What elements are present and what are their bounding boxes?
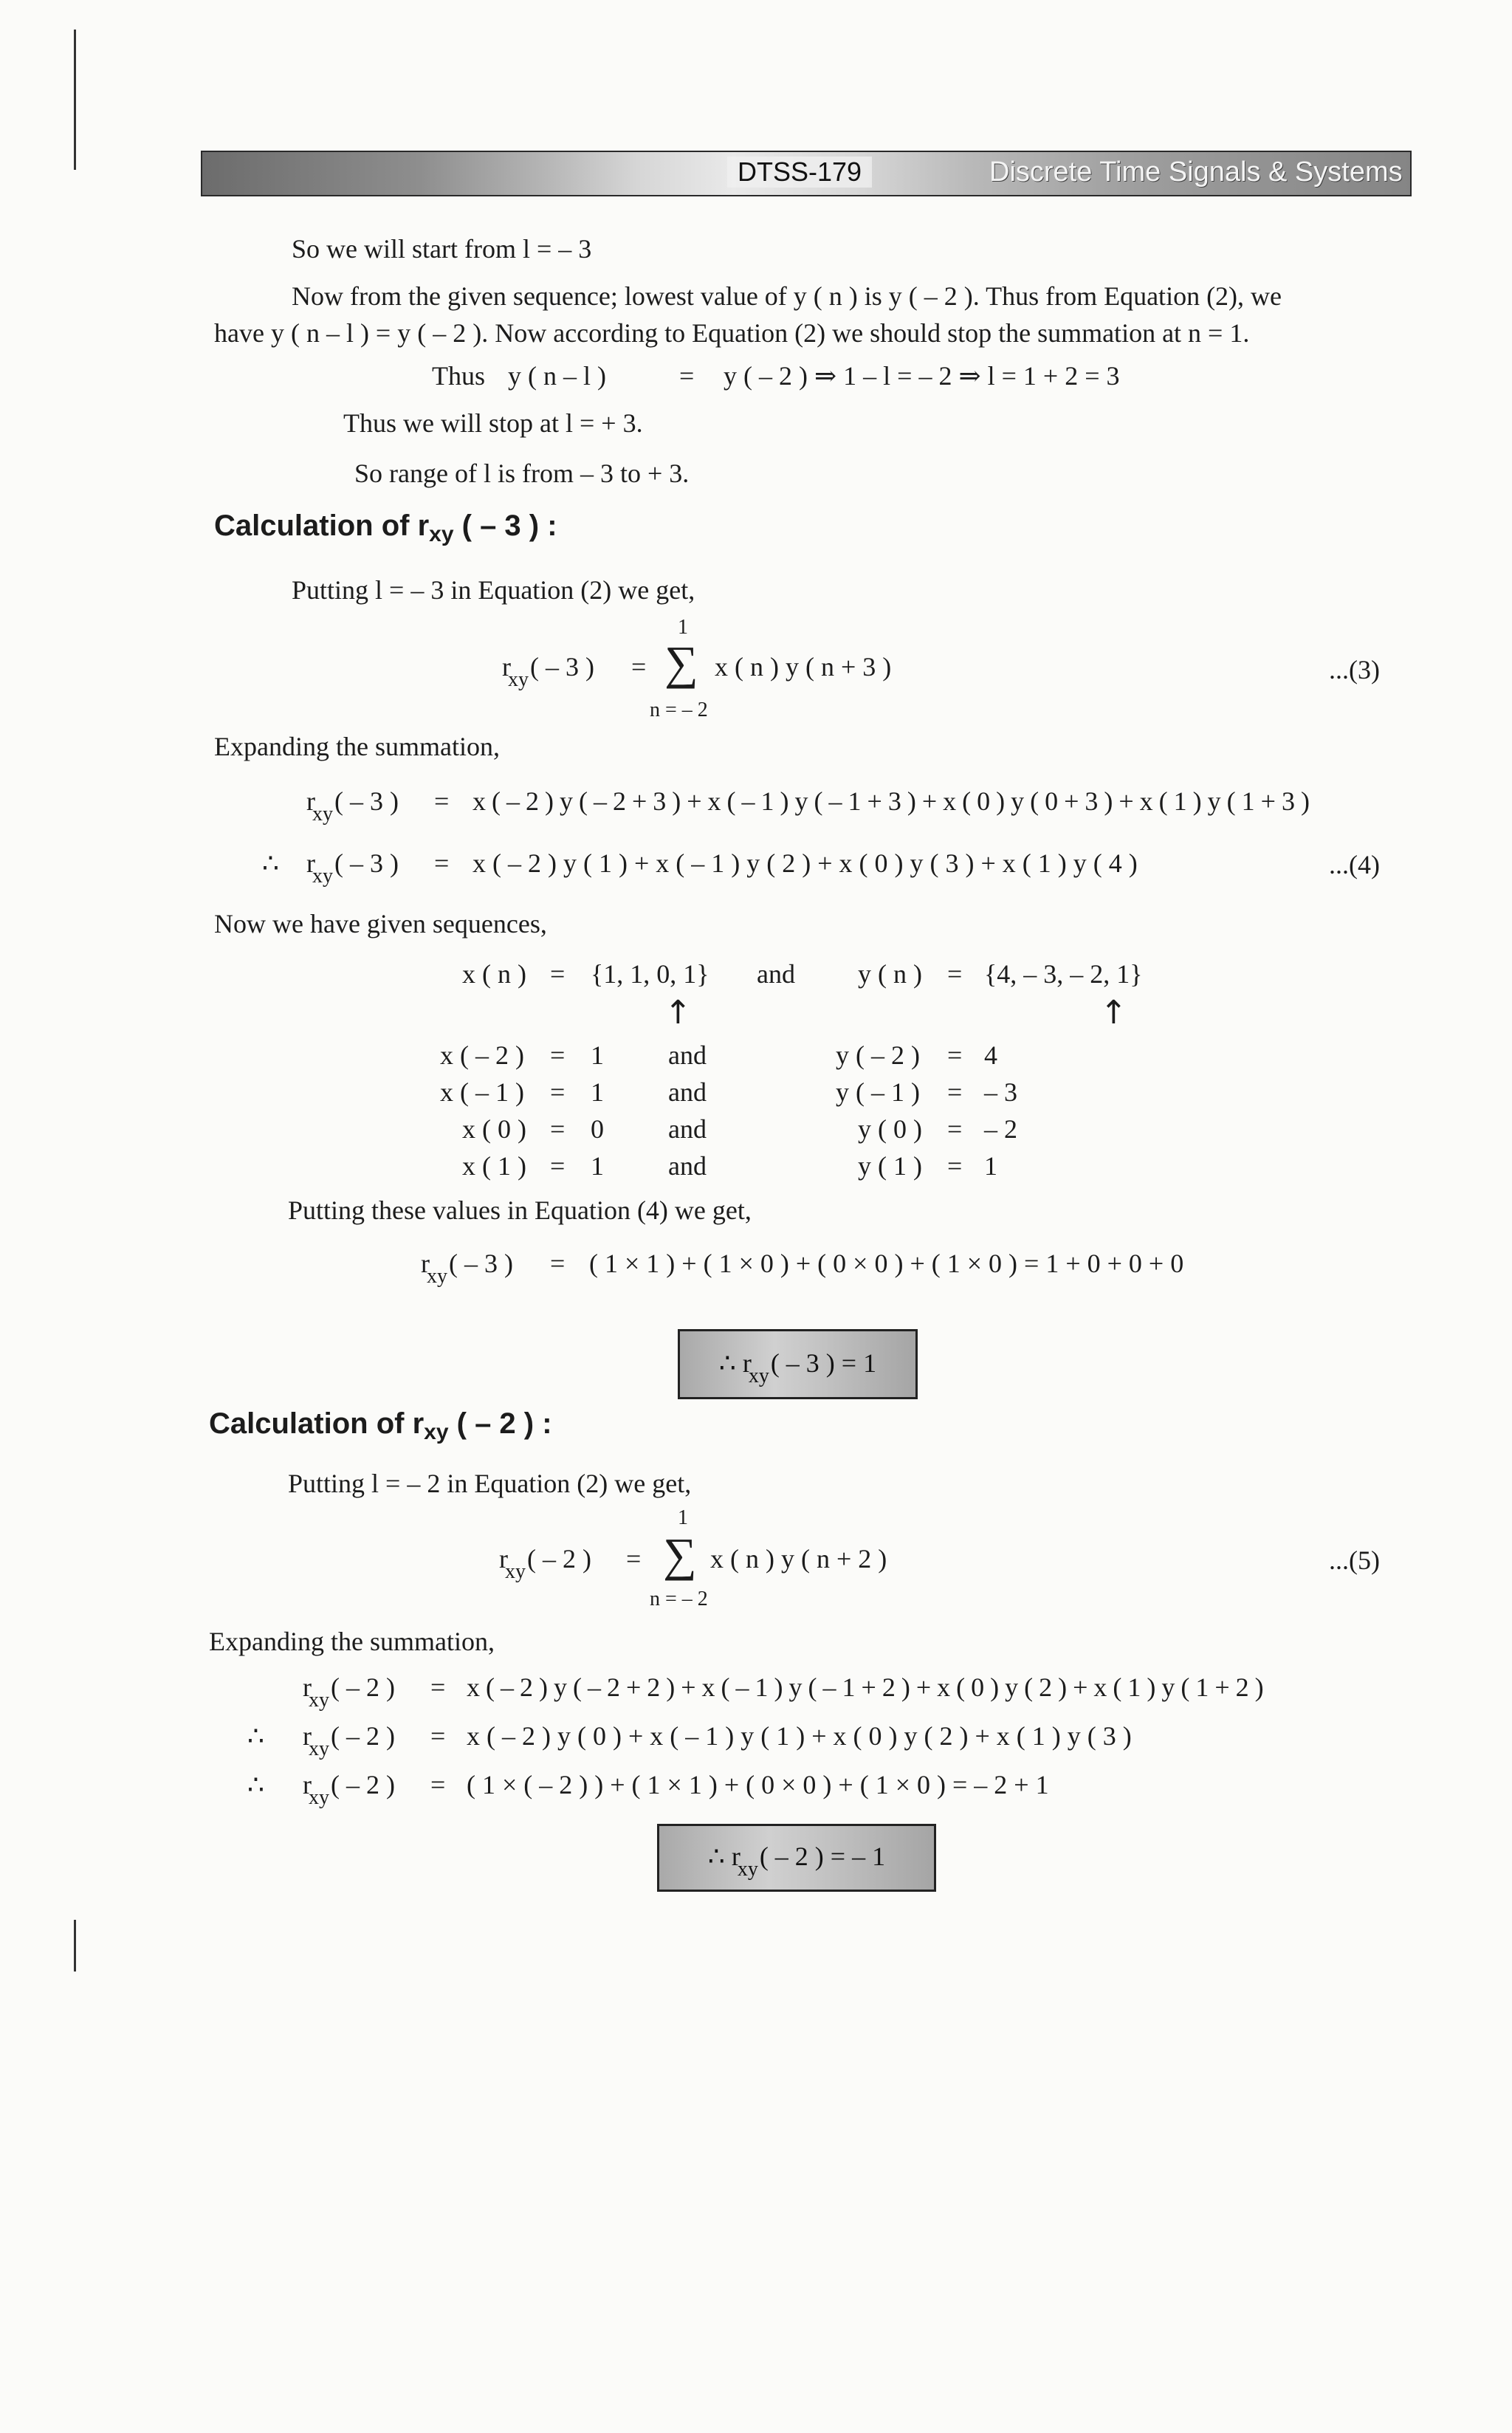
result-box-rxy-minus2 xyxy=(657,1824,936,1892)
xn-sequence: {1, 1, 0, 1} xyxy=(591,959,709,989)
range-line: So range of l is from – 3 to + 3. xyxy=(354,459,690,488)
section-heading-rxy-minus2: Calculation of $r_{xy}$ ( – 2 ) : xyxy=(209,1407,552,1444)
section-heading-rxy-minus3: Calculation of $r_{xy}$ ( – 3 ) : xyxy=(214,509,557,546)
x-value: 0 xyxy=(591,1114,604,1144)
expanding-line: Expanding the summation, xyxy=(214,732,500,761)
xn-label: x ( n ) xyxy=(462,959,526,989)
therefore-symbol: ∴ xyxy=(707,1842,725,1871)
equals-sign: = xyxy=(550,1040,566,1070)
rxy-lhs: $r_{xy}( - 3$ ) xyxy=(306,848,399,888)
equals-sign: = xyxy=(430,1721,446,1751)
and-word: and xyxy=(668,1114,707,1144)
and-word: and xyxy=(668,1040,707,1070)
rxy-lhs: $r_{xy}( - 3$ ) xyxy=(502,652,594,691)
given-line: Now we have given sequences, xyxy=(214,909,547,938)
y-label: y ( 1 ) xyxy=(858,1151,922,1181)
sum-expression: x ( n ) y ( n + 3 ) xyxy=(715,652,892,682)
margin-binding-line xyxy=(74,30,76,170)
and-word: and xyxy=(668,1077,707,1107)
x-value: 1 xyxy=(591,1077,604,1107)
rxy-lhs: $r_{xy}( - 2$ ) xyxy=(303,1672,395,1712)
sum-lower-limit: n = – 2 xyxy=(650,1588,708,1610)
sum-lower-limit: n = – 2 xyxy=(650,699,708,721)
page-code: DTSS-179 xyxy=(727,157,872,188)
intro-line: So we will start from l = – 3 xyxy=(292,234,592,264)
margin-binding-line xyxy=(74,1920,76,1972)
x-value: 1 xyxy=(591,1151,604,1181)
intro-paragraph-line: have y ( n – l ) = y ( – 2 ). Now according to Equation (2) we should stop the summation at n = 1. xyxy=(214,318,1250,348)
y-value: 4 xyxy=(984,1040,997,1070)
result-box-rxy-minus3 xyxy=(678,1329,918,1399)
therefore-symbol: ∴ xyxy=(247,1770,264,1799)
equals-sign: = xyxy=(430,1672,446,1702)
putting-line: Putting l = – 2 in Equation (2) we get, xyxy=(288,1469,692,1498)
y-value: – 2 xyxy=(984,1114,1017,1144)
and-word: and xyxy=(757,959,795,989)
thus-rhs: y ( – 2 ) ⇒ 1 – l = – 2 ⇒ l = 1 + 2 = 3 xyxy=(724,361,1120,391)
x-label: x ( 1 ) xyxy=(462,1151,526,1181)
result-r: r xyxy=(742,1348,752,1378)
therefore-symbol: ∴ xyxy=(718,1348,736,1378)
rxy-lhs: $r_{xy}( - 2$ ) xyxy=(303,1721,395,1760)
rxy-lhs: $r_{xy}( - 2$ ) xyxy=(303,1770,395,1809)
putting-values-line: Putting these values in Equation (4) we get, xyxy=(288,1195,752,1225)
y-label: y ( 0 ) xyxy=(858,1114,922,1144)
and-word: and xyxy=(668,1151,707,1181)
equals-sign: = xyxy=(626,1544,642,1574)
equals-sign: = xyxy=(947,1077,963,1107)
y-value: – 3 xyxy=(984,1077,1017,1107)
expansion-line-3: ( 1 × ( – 2 ) ) + ( 1 × 1 ) + ( 0 × 0 ) + ( 1 × 0 ) = – 2 + 1 xyxy=(467,1770,1049,1799)
putting-line: Putting l = – 3 in Equation (2) we get, xyxy=(292,575,695,605)
x-label: x ( – 1 ) xyxy=(440,1077,524,1107)
thus-lhs: y ( n – l ) xyxy=(508,361,606,391)
equals-sign: = xyxy=(631,652,647,682)
y-value: 1 xyxy=(984,1151,997,1181)
sigma-symbol: ∑ xyxy=(663,1528,697,1581)
equals-sign: = xyxy=(434,848,450,878)
sum-expression: x ( n ) y ( n + 2 ) xyxy=(710,1544,887,1574)
equals-sign: = xyxy=(550,959,566,989)
expansion-line-2: x ( – 2 ) y ( 1 ) + x ( – 1 ) y ( 2 ) + x ( 0 ) y ( 3 ) + x ( 1 ) y ( 4 ) xyxy=(472,848,1138,878)
equation-tag: ...(3) xyxy=(1329,655,1380,684)
equals-sign: = xyxy=(947,1040,963,1070)
equals-sign: = xyxy=(550,1114,566,1144)
expansion-line-1: x ( – 2 ) y ( – 2 + 2 ) + x ( – 1 ) y ( – 1 + 2 ) + x ( 0 ) y ( 2 ) + x ( 1 ) y ( 1 + 2 ) xyxy=(467,1672,1264,1702)
equals-sign: = xyxy=(430,1770,446,1799)
result-r: r xyxy=(731,1842,740,1871)
stop-line: Thus we will stop at l = + 3. xyxy=(343,408,643,438)
therefore-symbol: ∴ xyxy=(247,1721,264,1751)
thus-label: Thus xyxy=(432,361,485,391)
expansion-line-2: x ( – 2 ) y ( 0 ) + x ( – 1 ) y ( 1 ) + x ( 0 ) y ( 2 ) + x ( 1 ) y ( 3 ) xyxy=(467,1721,1132,1751)
result-value: ( – 3 ) = 1 xyxy=(770,1348,877,1378)
yn-sequence: {4, – 3, – 2, 1} xyxy=(984,959,1143,989)
intro-paragraph-line: Now from the given sequence; lowest value of y ( n ) is y ( – 2 ). Thus from Equation (2), we xyxy=(292,281,1282,311)
rxy-lhs: $r_{xy}( - 2$ ) xyxy=(499,1544,591,1583)
x-label: x ( 0 ) xyxy=(462,1114,526,1144)
therefore-symbol: ∴ xyxy=(262,848,279,878)
equals-sign: = xyxy=(550,1151,566,1181)
y-label: y ( – 1 ) xyxy=(836,1077,920,1107)
book-subject: Discrete Time Signals & Systems xyxy=(989,157,1403,188)
origin-arrow-icon: ↑ xyxy=(1100,994,1127,1032)
equals-sign: = xyxy=(550,1077,566,1107)
origin-arrow-icon: ↑ xyxy=(664,994,692,1032)
result-subscript: xy xyxy=(737,1858,758,1881)
x-label: x ( – 2 ) xyxy=(440,1040,524,1070)
yn-label: y ( n ) xyxy=(858,959,922,989)
rxy-lhs: $r_{xy}( - 3$ ) xyxy=(421,1249,513,1288)
x-value: 1 xyxy=(591,1040,604,1070)
result-subscript: xy xyxy=(748,1365,769,1387)
calculation-line: ( 1 × 1 ) + ( 1 × 0 ) + ( 0 × 0 ) + ( 1 × 0 ) = 1 + 0 + 0 + 0 xyxy=(589,1249,1184,1278)
equals-sign: = xyxy=(947,959,963,989)
equals-sign: = xyxy=(947,1114,963,1144)
equals-sign: = xyxy=(679,361,695,391)
y-label: y ( – 2 ) xyxy=(836,1040,920,1070)
sum-upper-limit: 1 xyxy=(678,1506,688,1529)
equals-sign: = xyxy=(550,1249,566,1278)
equation-tag: ...(4) xyxy=(1329,850,1380,879)
sum-upper-limit: 1 xyxy=(678,616,688,639)
expansion-line-1: x ( – 2 ) y ( – 2 + 3 ) + x ( – 1 ) y ( – 1 + 3 ) + x ( 0 ) y ( 0 + 3 ) + x ( 1 ) y ( 1 + 3 ) xyxy=(472,786,1310,816)
equation-tag: ...(5) xyxy=(1329,1545,1380,1575)
result-value: ( – 2 ) = – 1 xyxy=(759,1842,886,1871)
sigma-symbol: ∑ xyxy=(664,636,698,689)
equals-sign: = xyxy=(947,1151,963,1181)
rxy-lhs: $r_{xy}( - 3$ ) xyxy=(306,786,399,826)
expanding-line: Expanding the summation, xyxy=(209,1627,495,1656)
equals-sign: = xyxy=(434,786,450,816)
